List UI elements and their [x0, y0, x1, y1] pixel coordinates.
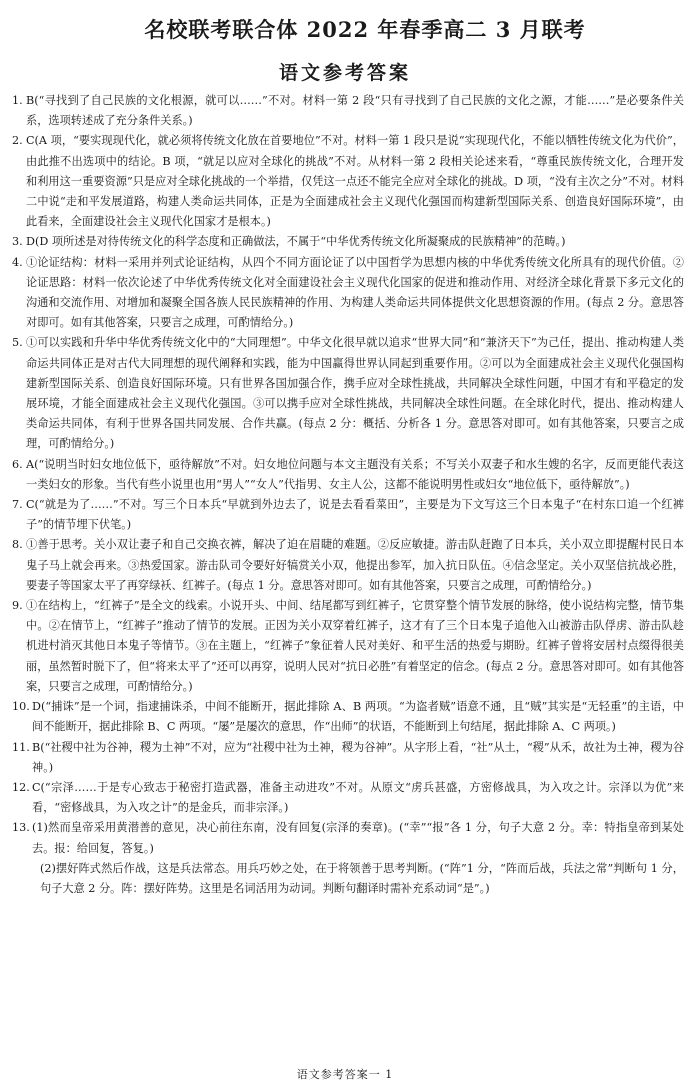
answer-text: C(A 项，“要实现现代化，就必须将传统文化放在首要地位”不对。材料一第 1 段只是说“实现现代化，不能以牺牲传统文化为代价”，由此推不出选项中的结论。B 项，“就足以应对全球化的挑战”不对。从材料一第 2 段相关论述来看，“尊重民族传统文化，合理开发和利用这一重要资源”只是应对全球化挑战的一个举措，仅凭这一点还不能完全应对全球化的挑战。D 项，“没有主次之分”不对。材料二中说“走和平发展道路，构建人类命运共同体，正是为全面建成社会主义现代化强国而构建新型国际关系、创造良好国际环境”，由此看来，全面建设社会主义现代化国家才是根本。): [26, 134, 684, 229]
answer-item-2: [12, 131, 684, 232]
answer-item-3: [12, 232, 684, 252]
answer-text: ①论证结构：材料一采用并列式论证结构，从四个不同方面论证了以中国哲学为思想内核的中华优秀传统文化所具有的现代价值。②论证思路：材料一依次论述了中华优秀传统文化对全面建设社会主义现代化国家的促进和推动作用、对经济全球化背景下多元文化的沟通和交流作用、对增加和凝聚全国各族人民民族精神的作用、为构建人类命运共同体提供文化思想资源的作用。(每点 2 分。意思答对即可。如有其他答案，只要言之成理，可酌情给分。): [26, 255, 684, 330]
answer-item-6: [12, 455, 684, 495]
answer-number: 5.: [12, 336, 23, 350]
answer-number: 12.: [12, 780, 30, 794]
answer-text: B(“社稷中社为谷神，稷为土神”不对，应为“社稷中社为土神，稷为谷神”。从字形上看，“社”从土，“稷”从禾，故社为土神，稷为谷神。): [32, 740, 684, 774]
answer-text: B(“寻找到了自己民族的文化根源，就可以……”不对。材料一第 2 段“只有寻找到了自己民族的文化之源，才能……”是必要条件关系，选项转述成了充分条件关系。): [26, 94, 684, 128]
answer-item-10: [12, 697, 684, 737]
answer-number: 6.: [12, 457, 23, 471]
answer-text: D(“捕诛”是一个词，指逮捕诛杀，中间不能断开，据此排除 A、B 两项。“为盗者贼”语意不通，且“贼”其实是“无轻重”的主语，中间不能断开，据此排除 B、C 两项。“屡”是屡次的意思，作“出师”的状语，不能断到上句结尾，据此排除 A、C 两项。): [32, 700, 684, 734]
page-subtitle: 语文参考答案: [278, 62, 411, 84]
answer-item-1: [12, 91, 684, 131]
answer-number: 8.: [12, 538, 23, 552]
answer-text: C(“就是为了……”不对。写三个日本兵“早就到外边去了，说是去看看菜田”，主要是为下文写这三个日本鬼子“在村东口追一个红裤子”的情节埋下伏笔。): [26, 498, 684, 532]
page-footer: 语文参考答案一 1: [296, 1068, 394, 1081]
answer-number: 13.: [12, 821, 30, 835]
answer-list: [12, 91, 684, 899]
answer-text: A(“说明当时妇女地位低下，亟待解放”不对。妇女地位问题与本文主题没有关系；不写关小双妻子和水生嫂的名字，反而更能代表这一类妇女的形象。当代有些小说里也用“男人”“女人”代指男、女主人公，这都不能说明男性或妇女“地位低下，亟待解放”。): [26, 457, 684, 491]
answer-subitem-2: (2)摆好阵式然后作战，这是兵法常态。用兵巧妙之处，在于将领善于思考判断。(“阵”1 分，“阵而后战，兵法之常”判断句 1 分，句子大意 2 分。阵：摆好阵势。这里是名词活用为动词。判断句翻译时需补充系动词“是”。): [40, 861, 684, 895]
answer-number: 9.: [12, 599, 23, 613]
answer-item-7: [12, 495, 684, 535]
answer-text: ①善于思考。关小双让妻子和自己交换衣裤，解决了迫在眉睫的难题。②反应敏捷。游击队赶跑了日本兵，关小双立即提醒村民日本鬼子马上就会再来。③热爱国家。游击队司令要好好犒赏关小双，他提出参军，加入抗日队伍。④信念坚定。关小双坚信抗战必胜，要妻子等国家太平了再穿绿袄、红裤子。(每点 1 分。意思答对即可。如有其他答案，只要言之成理，可酌情给分。): [26, 538, 684, 592]
answer-number: 3.: [12, 235, 23, 249]
answer-item-13: [12, 818, 684, 899]
answer-text: C(“宗泽……于是专心致志于秘密打造武器，准备主动进攻”不对。从原文“虏兵甚盛，方密修战具，为入攻之计。宗泽以为优”来看，“密修战具，为入攻之计”的是金兵，而非宗泽。): [32, 780, 684, 815]
answer-item-9: [12, 596, 684, 697]
page-title: 名校联考联合体 2022 年春季高二 3 月联考: [144, 17, 586, 42]
answer-item-5: [12, 333, 684, 454]
answer-text: ①可以实践和升华中华优秀传统文化中的“大同理想”。中华文化很早就以追求“世界大同”和“兼济天下”为己任，提出、推动构建人类命运共同体正是对古代大同理想的现代阐释和实践，能为中国赢得世界认同起到重要作用。②可以为全面建成社会主义现代化强国构建新型国际关系、创造良好国际环境。只有世界各国加强合作，携手应对全球性挑战，共同解决全球性问题，中国才有和平稳定的发展环境，才能全面建成社会主义现代化强国。③可以携手应对全球性挑战，共同解决全球性问题。在全球化时代，提出、推动构建人类命运共同体，有利于世界各国共同发展、合作共赢。(每点 2 分：概括、分析各 1 分。意思答对即可。如有其他答案，只要言之成理，可酌情给分。): [26, 336, 684, 451]
answer-item-8: [12, 535, 684, 596]
answer-number: 2.: [12, 134, 23, 148]
answer-number: 7.: [12, 498, 23, 512]
answer-number: 10.: [12, 700, 30, 714]
answer-text: ①在结构上，“红裤子”是全文的线索。小说开头、中间、结尾都写到红裤子，它贯穿整个情节发展的脉络，使小说结构完整，情节集中。②在情节上，“红裤子”推动了情节的发展。正因为关小双穿着红裤子，这才有了三个日本鬼子追他入山被游击队俘虏、游击队趁机进村消灭其他日本鬼子等情节。③在主题上，“红裤子”象征着人民对美好、和平生活的热爱与期盼。红裤子曾将安居村点缀得很美丽，虽然暂时脱下了，但“将来太平了”还可以再穿，说明人民对“抗日必胜”有着坚定的信念。(每点 2 分。意思答对即可。如有其他答案，只要言之成理，可酌情给分。): [26, 599, 684, 693]
answer-item-4: [12, 253, 684, 334]
answer-item-11: [12, 738, 684, 778]
answer-item-12: [12, 778, 684, 818]
answer-text: (1)然而皇帝采用黄潜善的意见，决心前往东南，没有回复(宗泽的奏章)。(“幸”“报”各 1 分，句子大意 2 分。幸：特指皇帝到某处去。报：给回复，答复。): [32, 821, 684, 855]
answer-number: 11.: [12, 740, 30, 754]
answer-number: 4.: [12, 255, 23, 269]
answer-text: D(D 项所述是对待传统文化的科学态度和正确做法，不属于“中华优秀传统文化所凝聚成的民族精神”的范畴。): [26, 235, 566, 249]
answer-number: 1.: [12, 94, 23, 107]
